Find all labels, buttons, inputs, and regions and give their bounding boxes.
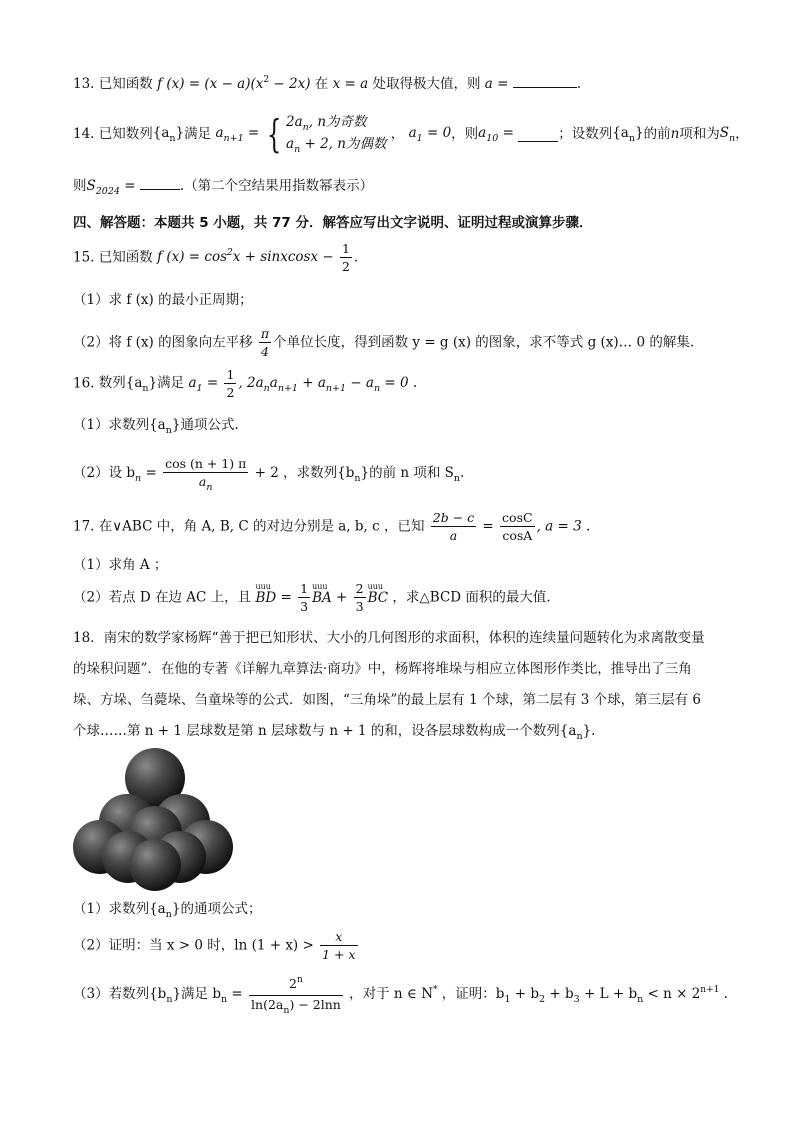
subscript: 1	[504, 994, 511, 1005]
text: 已知函数	[98, 249, 153, 266]
fraction	[163, 455, 248, 492]
section-heading: 四、解答题：本题共 5 小题，共 77 分．解答应写出文字说明、证明过程或演算步骤．	[73, 215, 593, 231]
formula: n	[670, 126, 680, 142]
problem-number: 13.	[73, 76, 95, 92]
fraction	[298, 580, 310, 615]
problem-16	[73, 366, 417, 406]
subscript: n	[637, 994, 644, 1005]
exponent: 2	[227, 247, 233, 258]
text: ，对于 n ∈ N	[344, 986, 434, 1002]
formula: a	[188, 374, 197, 391]
fraction	[354, 580, 366, 615]
formula: x + sinxcosx −	[232, 248, 334, 265]
exponent: *	[433, 985, 438, 995]
denominator: 2	[226, 385, 235, 400]
exponent: n	[297, 975, 303, 985]
text: （1）求数列{a	[73, 901, 166, 917]
formula: S	[719, 125, 730, 141]
problem-16-q1	[73, 415, 239, 437]
subscript: n+1	[223, 133, 244, 144]
subscript: n	[354, 472, 361, 484]
formula: {a	[612, 125, 629, 141]
text: .	[460, 464, 465, 481]
numerator: π	[260, 326, 270, 341]
denominator: ) − 2lnn	[289, 997, 341, 1012]
formula: }	[634, 125, 644, 141]
text: 个单位长度，得到函数 y = g (x) 的图象，求不等式 g (x)… 0 的解集.	[273, 334, 695, 351]
numerator: 1	[226, 367, 235, 382]
text: （2）设 b	[73, 464, 136, 481]
numerator: cos (n + 1) π	[165, 456, 247, 471]
denominator: 4	[261, 344, 269, 359]
formula: + L + b	[579, 986, 638, 1002]
subscript: n	[263, 382, 270, 394]
subscript: n	[302, 122, 309, 133]
subscript: 2	[539, 994, 546, 1005]
text: 已知数列	[98, 126, 153, 142]
subscript: n+1	[277, 382, 298, 394]
answer-blank	[518, 127, 558, 142]
fraction	[249, 975, 343, 1015]
formula: , a = 3 .	[536, 518, 591, 535]
exponent: n+1	[700, 985, 720, 995]
exponent: 2	[263, 75, 270, 85]
formula: =	[478, 518, 494, 535]
text: ，求△BCD 面积的最大值.	[388, 589, 551, 606]
vector-arrow: uuu	[367, 581, 384, 591]
subscript: n	[169, 133, 176, 144]
text: （2）若点 D 在边 AC 上，且	[73, 589, 252, 606]
formula: BD	[255, 589, 277, 606]
formula: =	[498, 125, 514, 141]
vector-bc	[367, 581, 389, 608]
text: （2）证明：当 x > 0 时，ln (1 + x) >	[73, 937, 314, 954]
problem-17-q2	[73, 580, 551, 624]
formula: + b	[545, 986, 574, 1002]
formula: =	[227, 986, 243, 1002]
formula: =	[119, 178, 136, 194]
formula: = 0 .	[380, 374, 418, 391]
text: 已知函数	[98, 76, 153, 92]
problem-13	[73, 73, 581, 96]
text: ，	[735, 126, 749, 142]
denominator: 3	[355, 599, 364, 614]
formula: x = a	[332, 76, 369, 92]
denominator: a	[198, 474, 207, 489]
numerator: 2b − c	[432, 510, 475, 525]
problem-15-q2	[73, 325, 694, 365]
formula: f (x) = (x − a)(x	[157, 76, 264, 92]
problem-17	[73, 509, 590, 551]
text: ；设数列	[558, 126, 613, 142]
text: （1）求数列{a	[73, 417, 166, 433]
fraction	[431, 509, 476, 544]
text: .	[719, 986, 728, 1002]
problem-18-line2: 的垛积问题”．在他的专著《详解九章算法·商功》中，杨辉将堆垛与相应立体图形作类比，推导出了三角	[73, 661, 692, 677]
text: }满足	[148, 374, 185, 391]
numerator: x	[320, 928, 357, 946]
text: }通项公式.	[171, 417, 239, 433]
denominator: cosA	[502, 528, 533, 543]
text: }.	[582, 723, 596, 739]
problem-18-line4	[73, 721, 595, 743]
numerator: 2	[355, 581, 364, 596]
denominator: a	[449, 528, 458, 543]
formula: < n × 2	[643, 986, 701, 1002]
problem-number: 17.	[73, 518, 95, 535]
fraction	[340, 240, 352, 275]
denominator: ln(2a	[251, 997, 284, 1012]
problem-16-q2	[73, 455, 464, 499]
formula: =	[141, 464, 157, 481]
problem-18-line1: 18．南宋的数学家杨辉“善于把已知形状、大小的几何图形的求面积，体积的连续量问题转化为求离散变量	[73, 630, 705, 646]
text: 的前	[643, 126, 671, 142]
text: 则	[73, 178, 87, 194]
text: 满足	[184, 126, 212, 142]
text: ，则	[451, 126, 479, 142]
vector-bd	[255, 581, 277, 608]
subscript: n	[135, 472, 142, 484]
formula: a =	[484, 76, 509, 92]
formula: =	[202, 374, 219, 391]
text: .	[353, 249, 359, 266]
subscript: 1	[416, 133, 423, 144]
text: 个球……第 n + 1 层球数是第 n 层球数与 n + 1 的和，设各层球数构成一个数列{a	[73, 723, 577, 739]
formula: + b	[510, 986, 540, 1002]
text: （3）若数列{b	[73, 986, 167, 1002]
numerator: 1	[341, 241, 350, 256]
fraction	[259, 325, 271, 360]
formula: , 2a	[238, 374, 264, 391]
numerator: cosC	[502, 510, 533, 525]
subscript: n	[165, 425, 172, 436]
formula: =	[243, 125, 260, 141]
subscript: n	[294, 144, 301, 155]
problem-18-q2	[73, 928, 360, 970]
problem-15	[73, 240, 358, 280]
formula: a	[478, 125, 487, 141]
problem-14-line2	[73, 175, 373, 198]
problem-14: 14. 已知数列$\{a_n\}$满足 $a_{n+1}$ = { $2a_n$, n为奇数 $a_n + 2$, n为偶数 ， $a_1 = 0$，则$a_{10}$ = ；设数列$\{a_n\}$的前n项和为$S_n$，	[73, 112, 749, 156]
answer-blank	[513, 73, 577, 88]
vector-arrow: uuu	[255, 581, 271, 591]
text: 在∨ABC 中，角 A, B, C 的对边分别是 a, b, c ，已知	[98, 518, 425, 535]
subscript: n	[628, 133, 635, 144]
formula: +	[331, 589, 348, 606]
problem-number: 14.	[73, 126, 95, 142]
subscript: n+1	[325, 382, 347, 394]
formula: a	[286, 136, 295, 152]
subscript: n	[453, 472, 461, 484]
text: ，证明：b	[437, 986, 505, 1002]
denominator: 1 + x	[322, 947, 356, 962]
subscript: n	[166, 994, 173, 1005]
formula: a	[408, 125, 417, 141]
subscript: n	[220, 994, 228, 1005]
text: }的前 n 项和 S	[360, 464, 454, 481]
formula: = 0	[422, 125, 452, 141]
problem-18-line3: 垛、方垛、刍薨垛、刍童垛等的公式．如图，“三角垛”的最上层有 1 个球，第二层有 3 个球，第三层有 6	[73, 692, 702, 708]
problem-17-q1: （1）求角 A ；	[73, 557, 168, 573]
formula: f (x) = cos	[157, 248, 228, 265]
fraction	[224, 366, 236, 401]
subscript: n	[729, 133, 736, 144]
text: }的通项公式；	[171, 901, 262, 917]
subscript: n	[576, 731, 583, 742]
formula: BA	[312, 589, 332, 606]
denominator: 2	[341, 259, 350, 274]
text: .（第二个空结果用指数幂表示）	[179, 178, 374, 194]
formula: + a	[297, 374, 326, 391]
subscript: 2024	[95, 186, 120, 197]
text: .	[576, 76, 581, 92]
denominator: 3	[300, 599, 309, 614]
text: 处取得极大值，则	[372, 76, 481, 92]
subscript: 1	[196, 382, 203, 394]
answer-blank	[140, 175, 180, 190]
formula: BC	[367, 589, 389, 606]
formula: + 2, n为偶数	[300, 136, 387, 152]
ball	[129, 839, 181, 891]
formula: =	[276, 589, 292, 606]
text: 数列{a	[98, 374, 143, 391]
subscript: 10	[486, 133, 499, 144]
problem-18-q1	[73, 899, 261, 921]
fraction	[320, 928, 357, 963]
numerator: 2	[289, 976, 297, 991]
vector-arrow: uuu	[312, 581, 328, 591]
formula: − a	[346, 374, 374, 391]
subscript: n	[165, 909, 172, 920]
text: + 2 ，求数列{b	[250, 464, 355, 481]
vector-ba	[312, 581, 332, 608]
formula: − 2x)	[269, 76, 311, 92]
text: 项和为	[679, 126, 720, 142]
subscript: n	[373, 382, 381, 394]
text: （2）将 f (x) 的图象向左平移	[73, 334, 253, 351]
brace: {	[266, 112, 281, 156]
formula: 2a	[286, 114, 303, 130]
fraction	[500, 509, 535, 544]
subscript: n	[206, 482, 213, 493]
formula: a	[269, 374, 278, 391]
text: }满足 b	[172, 986, 221, 1002]
formula: , n为奇数	[308, 114, 367, 130]
subscript: 3	[573, 994, 580, 1005]
piecewise-cases	[286, 112, 386, 156]
problem-number: 16.	[73, 375, 95, 392]
problem-15-q1: （1）求 f (x) 的最小正周期；	[73, 292, 253, 308]
formula: a	[215, 125, 224, 141]
subscript: n	[283, 1005, 290, 1016]
numerator: 1	[300, 581, 309, 596]
problem-number: 15.	[73, 249, 95, 266]
subscript: n	[142, 382, 149, 394]
triangular-pile-figure	[70, 745, 240, 895]
formula: S	[86, 178, 96, 194]
text: 在	[314, 76, 329, 92]
formula: {a	[152, 125, 170, 141]
problem-18-q3	[73, 975, 728, 1021]
formula: }	[175, 125, 185, 141]
